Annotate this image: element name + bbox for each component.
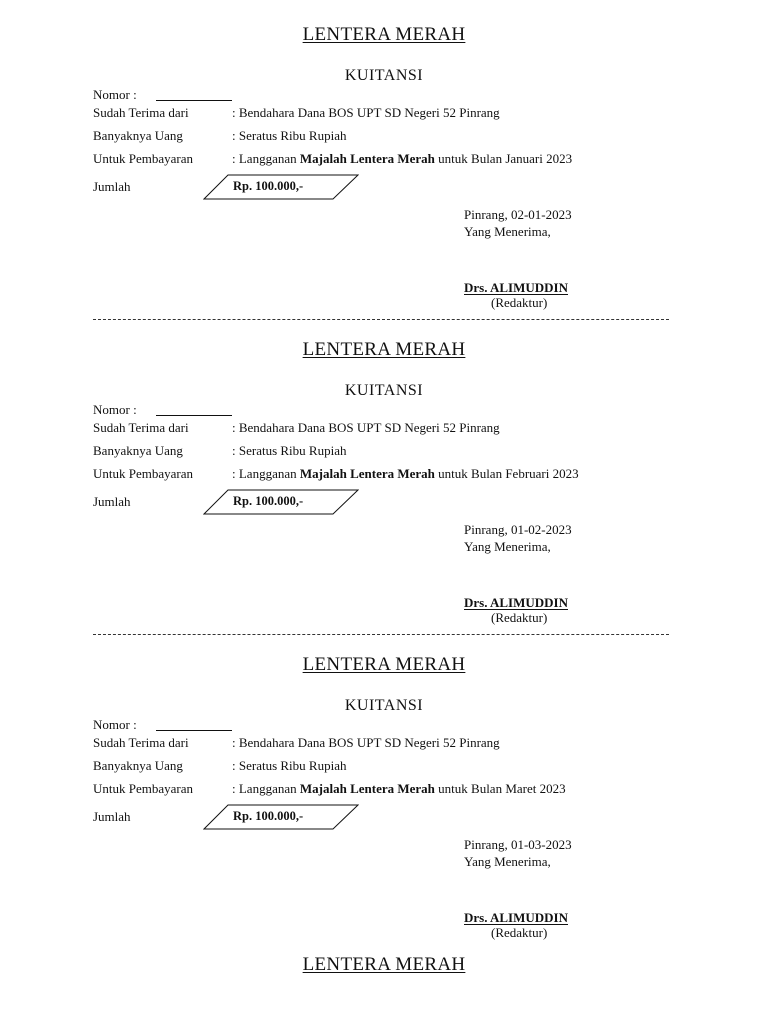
nomor-label: Nomor :	[93, 717, 137, 732]
receipt-januari	[0, 24, 768, 324]
dari-label: Sudah Terima dari	[93, 105, 189, 120]
dari-label: Sudah Terima dari	[93, 420, 189, 435]
uang-value: : Seratus Ribu Rupiah	[232, 758, 347, 773]
dari-label: Sudah Terima dari	[93, 735, 189, 750]
signer-name: Drs. ALIMUDDIN	[464, 595, 568, 610]
bayar-suffix: untuk Bulan Januari 2023	[434, 151, 573, 166]
uang-label: Banyaknya Uang	[93, 128, 183, 143]
bayar-bold: Majalah Lentera Merah	[299, 466, 435, 481]
place-date: Pinrang, 01-02-2023	[464, 522, 572, 537]
receipt-subtitle: KUITANSI	[344, 697, 424, 714]
bayar-label: Untuk Pembayaran	[93, 781, 194, 796]
amount-box	[203, 174, 359, 200]
receiver-label: Yang Menerima,	[464, 854, 551, 869]
receipt-subtitle: KUITANSI	[344, 67, 424, 84]
receipt-title: LENTERA MERAH	[302, 24, 466, 45]
bayar-label: Untuk Pembayaran	[93, 151, 194, 166]
receiver-label: Yang Menerima,	[464, 224, 551, 239]
amount-value: Rp. 100.000,-	[233, 179, 304, 193]
receiver-label: Yang Menerima,	[464, 539, 551, 554]
place-date: Pinrang, 01-03-2023	[464, 837, 572, 852]
signer-role: (Redaktur)	[491, 610, 548, 625]
bayar-suffix: untuk Bulan Februari 2023	[434, 466, 579, 481]
jumlah-label: Jumlah	[93, 494, 131, 509]
bayar-value	[232, 781, 566, 797]
receipt-next-partial	[0, 954, 768, 1014]
nomor-blank-line	[156, 100, 232, 101]
amount-box	[203, 489, 359, 515]
receipt-title: LENTERA MERAH	[302, 954, 466, 975]
cut-line	[93, 634, 669, 635]
bayar-bold: Majalah Lentera Merah	[299, 781, 435, 796]
bayar-value	[232, 151, 572, 167]
amount-value: Rp. 100.000,-	[233, 809, 304, 823]
receipt-maret	[0, 654, 768, 954]
dari-value: : Bendahara Dana BOS UPT SD Negeri 52 Pinrang	[232, 420, 500, 435]
uang-value: : Seratus Ribu Rupiah	[232, 128, 347, 143]
receipt-title: LENTERA MERAH	[302, 339, 466, 360]
nomor-label: Nomor :	[93, 402, 137, 417]
cut-line	[93, 319, 669, 320]
receipt-subtitle: KUITANSI	[344, 382, 424, 399]
bayar-prefix: : Langganan	[232, 781, 300, 796]
nomor-label: Nomor :	[93, 87, 137, 102]
place-date: Pinrang, 02-01-2023	[464, 207, 572, 222]
signer-role: (Redaktur)	[491, 295, 548, 310]
bayar-prefix: : Langganan	[232, 466, 300, 481]
amount-value: Rp. 100.000,-	[233, 494, 304, 508]
uang-label: Banyaknya Uang	[93, 443, 183, 458]
dari-value: : Bendahara Dana BOS UPT SD Negeri 52 Pinrang	[232, 105, 500, 120]
dari-value: : Bendahara Dana BOS UPT SD Negeri 52 Pinrang	[232, 735, 500, 750]
bayar-value	[232, 466, 579, 482]
nomor-blank-line	[156, 730, 232, 731]
receipt-title: LENTERA MERAH	[302, 654, 466, 675]
bayar-bold: Majalah Lentera Merah	[299, 151, 435, 166]
signer-name: Drs. ALIMUDDIN	[464, 910, 568, 925]
jumlah-label: Jumlah	[93, 809, 131, 824]
bayar-suffix: untuk Bulan Maret 2023	[434, 781, 566, 796]
receipt-februari	[0, 339, 768, 639]
uang-value: : Seratus Ribu Rupiah	[232, 443, 347, 458]
signer-name: Drs. ALIMUDDIN	[464, 280, 568, 295]
jumlah-label: Jumlah	[93, 179, 131, 194]
signer-role: (Redaktur)	[491, 925, 548, 940]
bayar-label: Untuk Pembayaran	[93, 466, 194, 481]
nomor-blank-line	[156, 415, 232, 416]
uang-label: Banyaknya Uang	[93, 758, 183, 773]
amount-box	[203, 804, 359, 830]
bayar-prefix: : Langganan	[232, 151, 300, 166]
